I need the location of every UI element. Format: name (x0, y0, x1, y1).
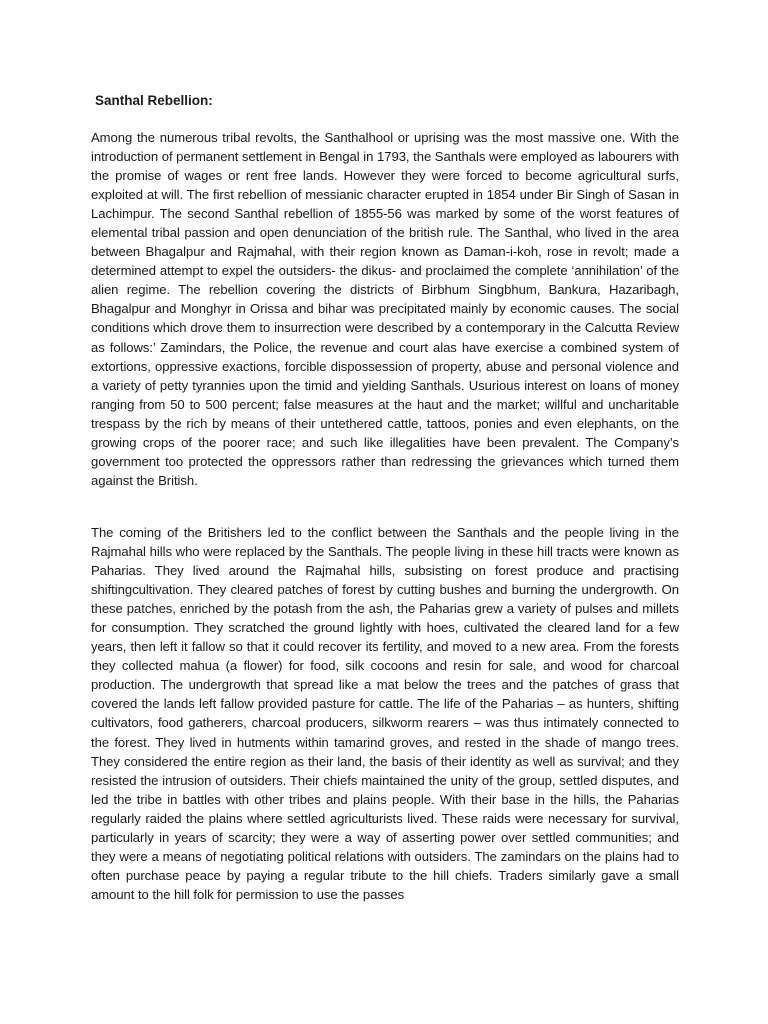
paragraph-1: Among the numerous tribal revolts, the Santhalhool or uprising was the most massive one. With the introduction of permanent settlement in Bengal in 1793, the Santhals were employed as labourers with the promise of wages or rent free lands. However they were forced to become agricultural surfs, exploited at will. The first rebellion of messianic character erupted in 1854 under Bir Singh of Sasan in Lachimpur. The second Santhal rebellion of 1855-56 was marked by some of the worst features of elemental tribal passion and open denunciation of the british rule. The Santhal, who lived in the area between Bhagalpur and Rajmahal, with their region known as Daman-i-koh, rose in revolt; made a determined attempt to expel the outsiders- the dikus- and proclaimed the complete ‘annihilation’ of the alien regime. The rebellion covering the districts of Birbhum Singbhum, Bankura, Hazaribagh, Bhagalpur and Monghyr in Orissa and bihar was precipitated mainly by economic causes. The social conditions which drove them to insurrection were described by a contemporary in the Calcutta Review as follows:’ Zamindars, the Police, the revenue and court alas have exercise a combined system of extortions, oppressive exactions, forcible dispossession of property, abuse and personal violence and a variety of petty tyrannies upon the timid and yielding Santhals. Usurious interest on loans of money ranging from 50 to 500 percent; false measures at the haut and the market; willful and uncharitable trespass by the rich by means of their untethered cattle, tattoos, ponies and even elephants, on the growing crops of the poorer race; and such like illegalities have been prevalent. The Company’s government too protected the oppressors rather than redressing the grievances which turned them against the British. (91, 130, 679, 488)
paragraph-2: The coming of the Britishers led to the conflict between the Santhals and the people living in the Rajmahal hills who were replaced by the Santhals. The people living in these hill tracts were known as Paharias. They lived around the Rajmahal hills, subsisting on forest produce and practising shiftingcultivation. They cleared patches of forest by cutting bushes and burning the undergrowth. On these patches, enriched by the potash from the ash, the Paharias grew a variety of pulses and millets for consumption. They scratched the ground lightly with hoes, cultivated the cleared land for a few years, then left it fallow so that it could recover its fertility, and moved to a new area. From the forests they collected mahua (a flower) for food, silk cocoons and resin for sale, and wood for charcoal production. The undergrowth that spread like a mat below the trees and the patches of grass that covered the lands left fallow provided pasture for cattle. The life of the Paharias – as hunters, shifting cultivators, food gatherers, charcoal producers, silkworm rearers – was thus intimately connected to the forest. They lived in hutments within tamarind groves, and rested in the shade of mango trees. They considered the entire region as their land, the basis of their identity as well as survival; and they resisted the intrusion of outsiders. Their chiefs maintained the unity of the group, settled disputes, and led the tribe in battles with other tribes and plains people. With their base in the hills, the Paharias regularly raided the plains where settled agriculturists lived. These raids were necessary for survival, particularly in years of scarcity; they were a way of asserting power over settled communities; and they were a means of negotiating political relations with outsiders. The zamindars on the plains had to often purchase peace by paying a regular tribute to the hill chiefs. Traders similarly gave a small amount to the hill folk for permission to use the passes (91, 525, 679, 902)
document-heading: Santhal Rebellion: (95, 93, 213, 108)
